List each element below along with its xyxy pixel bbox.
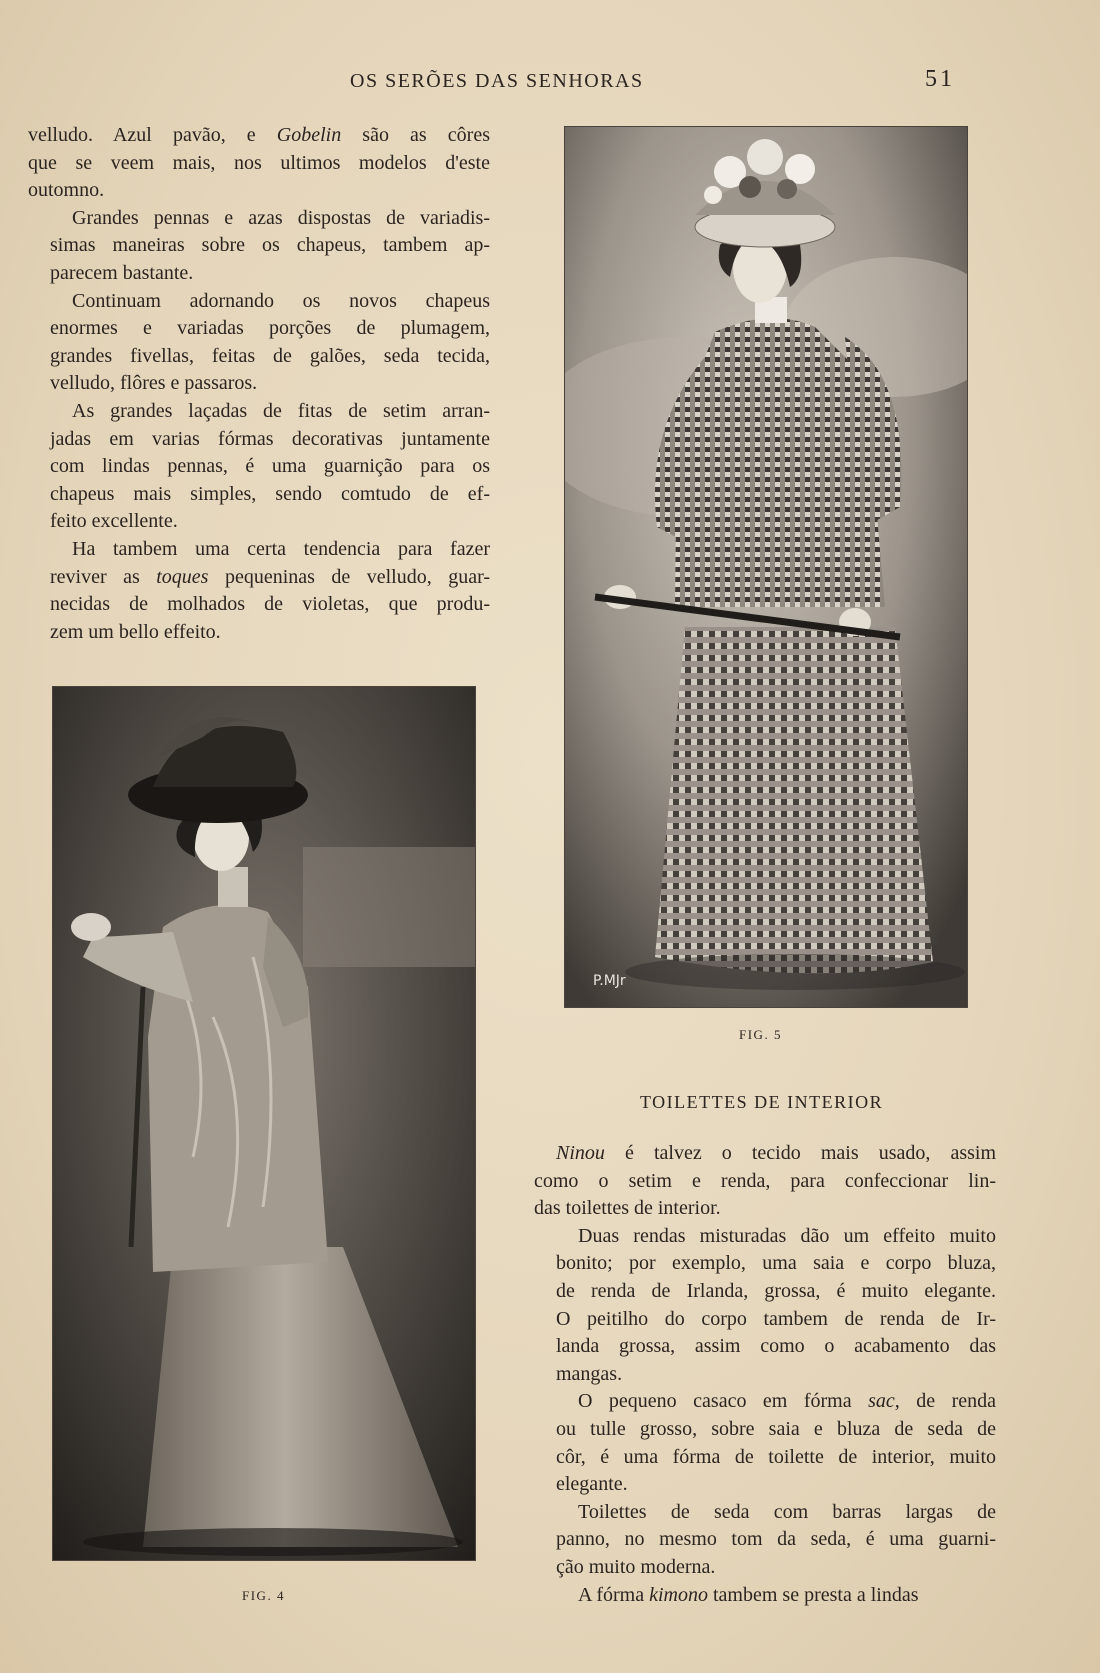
text-run: tambem se presta a lindas [707, 1583, 919, 1606]
text-run: reviver as [50, 565, 157, 588]
fig5-photographer-signature: P.MJr [593, 973, 626, 989]
text-line: panno, no mesmo tom da seda, é uma guarni- [556, 1528, 996, 1551]
fig4-illustration [53, 687, 475, 1560]
text-line [534, 1388, 996, 1416]
text-line: grandes fivellas, feitas de galões, seda tecida, [50, 344, 490, 367]
paragraph [534, 1223, 996, 1389]
text-line: zem um bello effeito. [50, 620, 221, 643]
text-line: côr, é uma fórma de toilette de interior, muito [556, 1445, 996, 1468]
paragraph [28, 288, 490, 398]
text-line [534, 1582, 996, 1610]
text-line [28, 564, 490, 592]
text-line: com lindas pennas, é uma guarnição para os [50, 455, 490, 478]
paragraph [534, 1499, 996, 1582]
text-line: como o setim e renda, para confeccionar lin- [534, 1169, 996, 1192]
text-line: parecem bastante. [50, 261, 194, 284]
running-head: OS SERÕES DAS SENHORAS [350, 70, 644, 92]
text-line: mangas. [556, 1362, 623, 1385]
fig5-illustration [565, 127, 967, 1007]
paragraph [534, 1582, 996, 1610]
paragraph [534, 1140, 996, 1223]
text-line: ção muito moderna. [556, 1555, 716, 1578]
text-line: necidas de molhados de violetas, que produ- [50, 593, 490, 616]
paragraph [28, 536, 490, 646]
text-line: Grandes pennas e azas dispostas de variadis- [72, 206, 490, 229]
italic-term: Ninou [556, 1142, 605, 1164]
italic-term: sac [868, 1390, 895, 1413]
text-run: A fórma [578, 1583, 650, 1606]
text-run: O pequeno casaco em fórma [578, 1390, 869, 1413]
text-line: Duas rendas misturadas dão um effeito muito [578, 1224, 996, 1247]
page-number: 51 [925, 66, 955, 92]
text-line: elegante. [556, 1473, 628, 1496]
text-line: O peitilho do corpo tambem de renda de Ir- [556, 1307, 996, 1330]
text-line: Toilettes de seda com barras largas de [578, 1500, 996, 1523]
text-line: jadas em varias fórmas decorativas juntamente [50, 427, 490, 450]
paragraph [28, 122, 490, 205]
text-line [28, 122, 490, 150]
section-heading: TOILETTES DE INTERIOR [640, 1092, 884, 1112]
text-line [534, 1140, 996, 1168]
paragraph [534, 1388, 996, 1498]
fig4-photograph [52, 686, 476, 1561]
text-line: enormes e variadas porções de plumagem, [50, 317, 490, 340]
text-run: , de renda [894, 1390, 996, 1413]
text-run: são as côres [341, 124, 490, 146]
paragraph [28, 205, 490, 288]
text-run: pequeninas de velludo, guar- [208, 565, 490, 588]
text-line: simas maneiras sobre os chapeus, tambem ap- [50, 234, 490, 257]
fig5-caption: FIG. 5 [739, 1027, 782, 1042]
text-run: velludo. Azul pavão, e [28, 124, 277, 146]
text-line: feito excellente. [50, 510, 178, 533]
italic-term: kimono [649, 1583, 708, 1606]
text-line: de renda de Irlanda, grossa, é muito elegante. [556, 1279, 996, 1302]
text-line: Continuam adornando os novos chapeus [72, 289, 490, 312]
text-line: landa grossa, assim como o acabamento das [556, 1335, 996, 1358]
italic-term: Gobelin [276, 124, 342, 146]
italic-term: toques [156, 565, 209, 588]
text-line: velludo, flôres e passaros. [50, 372, 258, 395]
text-line: chapeus mais simples, sendo comtudo de ef- [50, 482, 490, 505]
right-text-column [534, 1140, 996, 1609]
text-line: ou tulle grosso, sobre saia e bluza de seda de [556, 1417, 996, 1440]
text-line: Ha tambem uma certa tendencia para fazer [72, 537, 490, 560]
text-run: é talvez o tecido mais usado, assim [604, 1142, 996, 1164]
text-line: bonito; por exemplo, uma saia e corpo bluza, [556, 1252, 996, 1275]
left-text-column [28, 122, 490, 646]
text-line: outomno. [28, 179, 105, 202]
text-line: das toilettes de interior. [534, 1197, 721, 1220]
paragraph [28, 398, 490, 536]
text-line: que se veem mais, nos ultimos modelos d'este [28, 151, 490, 174]
text-line: As grandes laçadas de fitas de setim arran- [72, 399, 490, 422]
fig4-caption: FIG. 4 [242, 1588, 285, 1603]
fig5-photograph [564, 126, 968, 1008]
